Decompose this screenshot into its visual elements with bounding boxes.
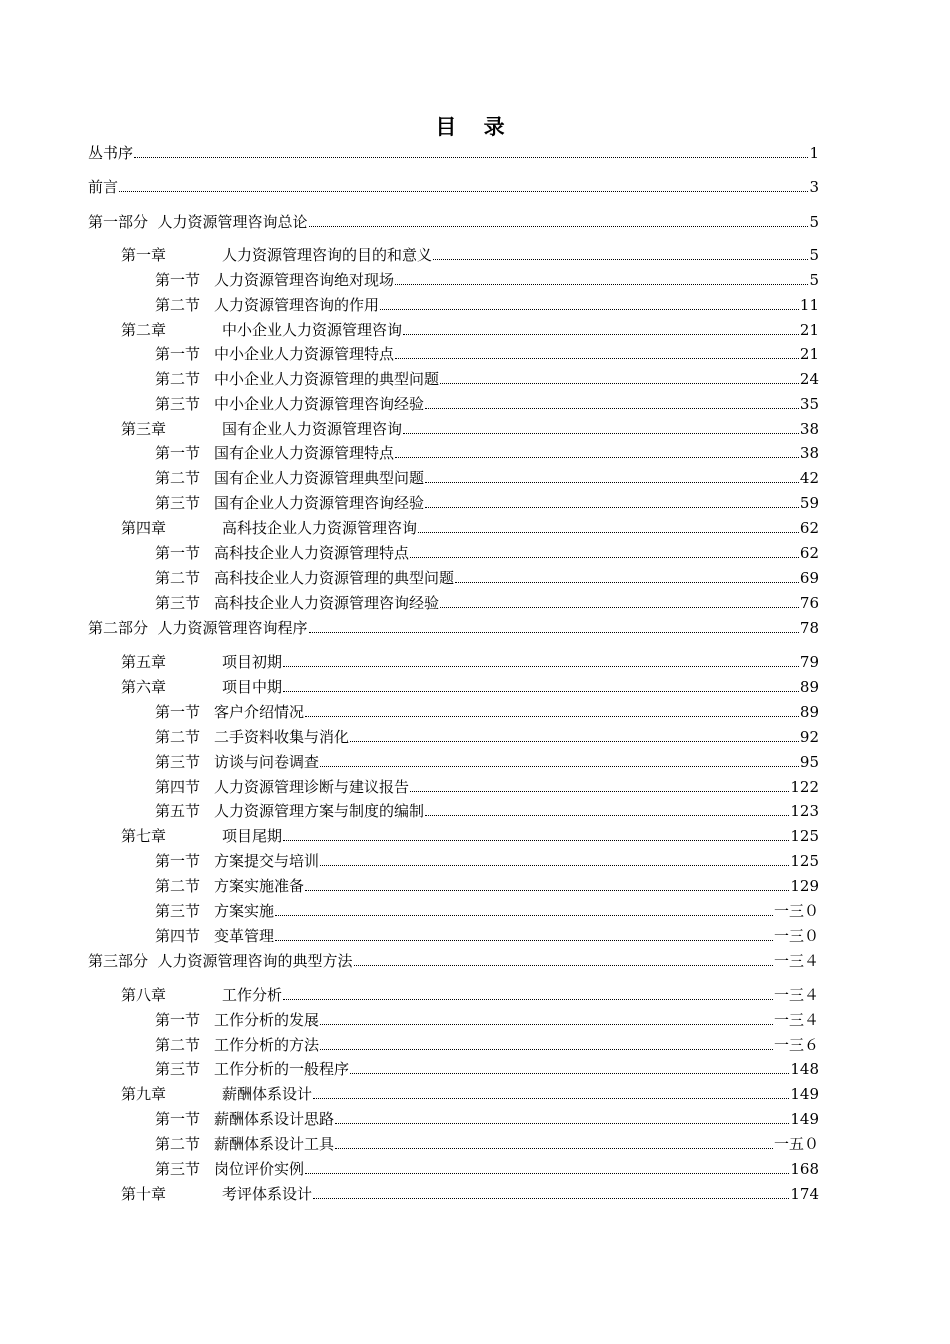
toc-page-number: 5: [809, 271, 819, 289]
toc-entry-label: 第二节: [155, 1135, 201, 1153]
toc-entry-label: 第三节: [155, 594, 201, 612]
toc-entry-label: 第二章: [121, 321, 167, 339]
toc-page-number: 59: [799, 494, 819, 512]
toc-entry[interactable]: [155, 899, 819, 923]
toc-page-number: 一三４: [773, 986, 819, 1004]
dot-leader: [395, 283, 808, 285]
toc-entry-label: 第五节: [155, 802, 201, 820]
toc-entry[interactable]: [155, 1157, 819, 1181]
dot-leader: [305, 889, 789, 891]
toc-entry-title: 二手资料收集与消化: [214, 728, 350, 746]
dot-leader: [455, 581, 799, 583]
dot-leader: [320, 1023, 773, 1025]
dot-leader: [283, 690, 799, 692]
toc-entry[interactable]: [155, 541, 819, 565]
dot-leader: [305, 1172, 789, 1174]
toc-entry-label: 第一节: [155, 1011, 201, 1029]
toc-page-number: 一三０: [773, 902, 819, 920]
toc-entry[interactable]: [121, 1082, 819, 1106]
toc-page-number: 76: [799, 594, 819, 612]
dot-leader: [440, 606, 799, 608]
toc-entry-title: 中小企业人力资源管理的典型问题: [214, 370, 440, 388]
dot-leader: [119, 190, 808, 192]
toc-entry[interactable]: [121, 243, 819, 267]
toc-entry[interactable]: [155, 1057, 819, 1081]
toc-entry-label: 第十章: [121, 1185, 167, 1203]
toc-entry-title: 工作分析的方法: [214, 1036, 320, 1054]
dot-leader: [410, 556, 799, 558]
dot-leader: [395, 357, 799, 359]
toc-entry-title: 薪酬体系设计工具: [214, 1135, 335, 1153]
toc-entry-label: 第三节: [155, 1160, 201, 1178]
toc-entry[interactable]: [121, 983, 819, 1007]
toc-entry-label: 第三节: [155, 494, 201, 512]
toc-entry[interactable]: [155, 293, 819, 317]
dot-leader: [320, 1048, 773, 1050]
toc-entry-label: 第四章: [121, 519, 167, 537]
toc-entry[interactable]: [155, 392, 819, 416]
toc-page-number: 42: [799, 469, 819, 487]
toc-entry[interactable]: [88, 616, 819, 640]
toc-entry[interactable]: [155, 367, 819, 391]
toc-entry-label: 第五章: [121, 653, 167, 671]
toc-entry-label: 第三节: [155, 395, 201, 413]
toc-entry-label: 第二节: [155, 728, 201, 746]
toc-page-number: 3: [809, 178, 819, 196]
toc-entry-title: 第一部分 人力资源管理咨询总论: [88, 213, 308, 231]
dot-leader: [354, 964, 773, 966]
toc-entry-title: 高科技企业人力资源管理咨询经验: [214, 594, 440, 612]
toc-entry-title: 第三部分 人力资源管理咨询的典型方法: [88, 952, 353, 970]
toc-page-number: 24: [799, 370, 819, 388]
toc-entry[interactable]: [121, 824, 819, 848]
toc-entry-title: 中小企业人力资源管理咨询经验: [214, 395, 425, 413]
toc-entry[interactable]: [155, 466, 819, 490]
toc-entry-label: 第九章: [121, 1085, 167, 1103]
toc-entry-label: 第一节: [155, 1110, 201, 1128]
toc-page-number: 一五０: [773, 1135, 819, 1153]
toc-page-number: 89: [799, 703, 819, 721]
toc-page-number: 38: [799, 420, 819, 438]
toc-page-number: 1: [809, 144, 819, 162]
dot-leader: [425, 814, 789, 816]
toc-entry-title: 工作分析: [222, 986, 283, 1004]
toc-entry-title: 方案提交与培训: [214, 852, 320, 870]
toc-page-number: 62: [799, 544, 819, 562]
toc-page-number: 5: [809, 246, 819, 264]
toc-entry-title: 岗位评价实例: [214, 1160, 305, 1178]
toc-entry-title: 人力资源管理咨询的目的和意义: [222, 246, 433, 264]
toc-entry[interactable]: [155, 441, 819, 465]
toc-entry-label: 第一节: [155, 345, 201, 363]
toc-entry-label: 第二节: [155, 370, 201, 388]
dot-leader: [335, 1147, 773, 1149]
toc-entry-title: 中小企业人力资源管理咨询: [222, 321, 403, 339]
dot-leader: [425, 506, 799, 508]
toc-entry-title: 项目中期: [222, 678, 283, 696]
toc-entry[interactable]: [155, 566, 819, 590]
toc-entry[interactable]: [121, 318, 819, 342]
toc-entry-label: 第三章: [121, 420, 167, 438]
dot-leader: [380, 308, 799, 310]
toc-entry-label: 第二节: [155, 469, 201, 487]
toc-entry-title: 高科技企业人力资源管理特点: [214, 544, 410, 562]
toc-entry-label: 第四节: [155, 778, 201, 796]
toc-entry-label: 第二节: [155, 569, 201, 587]
toc-entry[interactable]: [121, 650, 819, 674]
toc-entry[interactable]: [155, 268, 819, 292]
toc-entry-title: 人力资源管理咨询绝对现场: [214, 271, 395, 289]
toc-entry-title: 前言: [88, 178, 119, 196]
dot-leader: [305, 715, 799, 717]
toc-page-number: 一三４: [773, 1011, 819, 1029]
toc-entry-title: 人力资源管理咨询的作用: [214, 296, 380, 314]
toc-entry-label: 第一节: [155, 703, 201, 721]
toc-entry-title: 工作分析的一般程序: [214, 1060, 350, 1078]
toc-entry-label: 第一节: [155, 852, 201, 870]
toc-page-number: 129: [790, 877, 819, 895]
toc-entry[interactable]: [88, 949, 819, 973]
toc-page-number: 168: [790, 1160, 819, 1178]
toc-page-number: 5: [809, 213, 819, 231]
dot-leader: [283, 839, 789, 841]
dot-leader: [134, 156, 808, 158]
dot-leader: [313, 1097, 789, 1099]
toc-entry[interactable]: [155, 1033, 819, 1057]
dot-leader: [309, 225, 809, 227]
toc-entry[interactable]: [88, 175, 819, 199]
dot-leader: [425, 407, 799, 409]
toc-entry-label: 第一章: [121, 246, 167, 264]
toc-page-number: 92: [799, 728, 819, 746]
dot-leader: [403, 432, 799, 434]
dot-leader: [433, 258, 808, 260]
toc-entry-label: 第八章: [121, 986, 167, 1004]
toc-page-number: 一三６: [773, 1036, 819, 1054]
toc-page-number: 89: [799, 678, 819, 696]
toc-entry-label: 第一节: [155, 271, 201, 289]
dot-leader: [335, 1122, 789, 1124]
toc-page-number: 95: [799, 753, 819, 771]
toc-entry-title: 变革管理: [214, 927, 275, 945]
toc-entry-title: 丛书序: [88, 144, 134, 162]
dot-leader: [320, 765, 799, 767]
dot-leader: [350, 740, 799, 742]
toc-entry[interactable]: [88, 210, 819, 234]
toc-page-number: 174: [790, 1185, 819, 1203]
toc-entry-title: 工作分析的发展: [214, 1011, 320, 1029]
toc-entry-title: 国有企业人力资源管理特点: [214, 444, 395, 462]
toc-entry-label: 第一节: [155, 544, 201, 562]
toc-page-number: 79: [799, 653, 819, 671]
toc-page-number: 21: [799, 321, 819, 339]
toc-page-number: 21: [799, 345, 819, 363]
toc-page-number: 125: [790, 852, 819, 870]
toc-entry-label: 第二节: [155, 296, 201, 314]
dot-leader: [275, 914, 773, 916]
toc-page-number: 148: [790, 1060, 819, 1078]
toc-page-number: 78: [799, 619, 819, 637]
toc-entry[interactable]: [121, 675, 819, 699]
toc-entry[interactable]: [155, 1008, 819, 1032]
toc-entry-title: 国有企业人力资源管理咨询经验: [214, 494, 425, 512]
toc-entry[interactable]: [155, 725, 819, 749]
toc-entry-label: 第三节: [155, 753, 201, 771]
toc-entry-title: 客户介绍情况: [214, 703, 305, 721]
dot-leader: [309, 631, 799, 633]
toc-entry[interactable]: [88, 141, 819, 165]
toc-entry-title: 访谈与问卷调查: [214, 753, 320, 771]
toc-entry-title: 中小企业人力资源管理特点: [214, 345, 395, 363]
toc-entry-title: 项目初期: [222, 653, 283, 671]
toc-entry-label: 第二节: [155, 877, 201, 895]
toc-entry-label: 第二节: [155, 1036, 201, 1054]
dot-leader: [283, 998, 773, 1000]
toc-entry-label: 第四节: [155, 927, 201, 945]
toc-entry-label: 第三节: [155, 1060, 201, 1078]
toc-page-number: 一三０: [773, 927, 819, 945]
dot-leader: [403, 333, 799, 335]
toc-page-number: 122: [790, 778, 819, 796]
toc-page-number: 149: [790, 1110, 819, 1128]
toc-entry-title: 考评体系设计: [222, 1185, 313, 1203]
toc-entry[interactable]: [155, 700, 819, 724]
dot-leader: [418, 531, 799, 533]
dot-leader: [275, 939, 773, 941]
dot-leader: [283, 665, 799, 667]
toc-entry-title: 国有企业人力资源管理咨询: [222, 420, 403, 438]
toc-entry-label: 第七章: [121, 827, 167, 845]
toc-entry-title: 国有企业人力资源管理典型问题: [214, 469, 425, 487]
toc-entry[interactable]: [155, 491, 819, 515]
toc-entry-title: 薪酬体系设计: [222, 1085, 313, 1103]
toc-entry-title: 高科技企业人力资源管理的典型问题: [214, 569, 455, 587]
toc-entry[interactable]: [155, 1107, 819, 1131]
toc-entry[interactable]: [155, 750, 819, 774]
toc-entry[interactable]: [155, 1132, 819, 1156]
toc-title: 目 录: [435, 115, 515, 139]
toc-entry-title: 人力资源管理方案与制度的编制: [214, 802, 425, 820]
toc-page-number: 125: [790, 827, 819, 845]
dot-leader: [410, 790, 789, 792]
toc-entry[interactable]: [155, 591, 819, 615]
toc-page-number: 62: [799, 519, 819, 537]
toc-page-number: 35: [799, 395, 819, 413]
toc-entry-title: 方案实施准备: [214, 877, 305, 895]
toc-entry[interactable]: [155, 849, 819, 873]
toc-entry[interactable]: [121, 1182, 819, 1206]
dot-leader: [425, 481, 799, 483]
toc-entry[interactable]: [155, 874, 819, 898]
toc-entry[interactable]: [155, 924, 819, 948]
dot-leader: [440, 382, 799, 384]
toc-entry-label: 第一节: [155, 444, 201, 462]
dot-leader: [313, 1197, 789, 1199]
toc-entry-title: 方案实施: [214, 902, 275, 920]
toc-page-number: 123: [790, 802, 819, 820]
toc-entry-title: 高科技企业人力资源管理咨询: [222, 519, 418, 537]
toc-entry-title: 人力资源管理诊断与建议报告: [214, 778, 410, 796]
dot-leader: [395, 456, 799, 458]
dot-leader: [320, 864, 789, 866]
dot-leader: [350, 1072, 789, 1074]
toc-entry-title: 薪酬体系设计思路: [214, 1110, 335, 1128]
toc-entry-label: 第六章: [121, 678, 167, 696]
toc-page-number: 149: [790, 1085, 819, 1103]
toc-page-number: 69: [799, 569, 819, 587]
toc-entry-label: 第三节: [155, 902, 201, 920]
toc-entry-title: 第二部分 人力资源管理咨询程序: [88, 619, 308, 637]
toc-entry[interactable]: [155, 342, 819, 366]
toc-entry[interactable]: [121, 516, 819, 540]
toc-entry[interactable]: [121, 417, 819, 441]
toc-entry[interactable]: [155, 799, 819, 823]
toc-page-number: 11: [799, 296, 819, 314]
toc-page-number: 一三４: [773, 952, 819, 970]
toc-page-number: 38: [799, 444, 819, 462]
toc-entry[interactable]: [155, 775, 819, 799]
toc-entry-title: 项目尾期: [222, 827, 283, 845]
